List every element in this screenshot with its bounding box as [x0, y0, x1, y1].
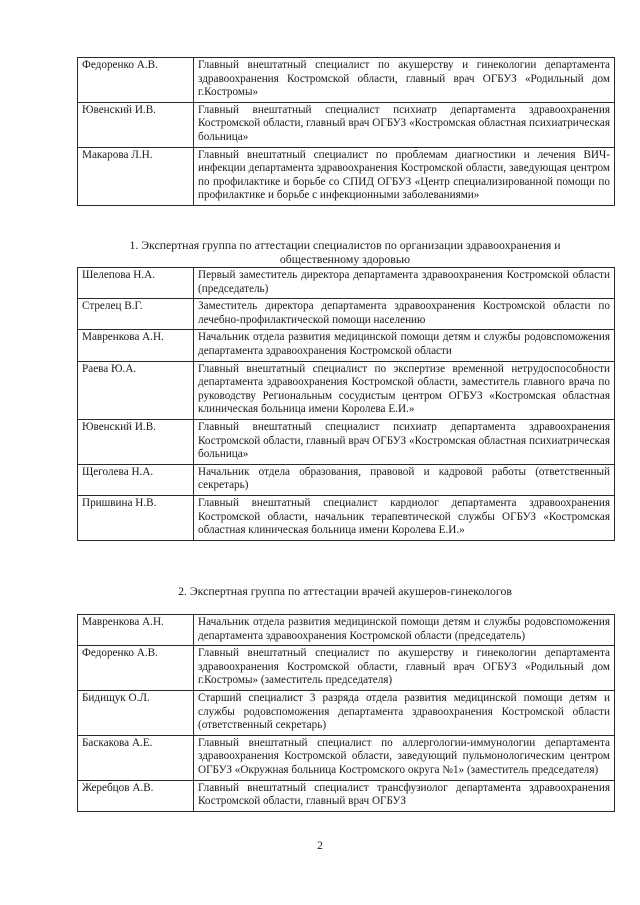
table-row: [78, 299, 615, 330]
member-name: Ювенский И.В.: [78, 419, 194, 464]
table-row: [78, 735, 615, 780]
member-role: Главный внештатный специалист по аллергологии-иммунологии департамента здравоохранения Костромской области, заведующий пульмонологическим центром ОГБУЗ «Окружная больница Костромского округа №1» (заместитель председателя): [194, 735, 615, 780]
table-row: [78, 646, 615, 691]
member-role: Главный внештатный специалист психиатр департамента здравоохранения Костромской области, главный врач ОГБУЗ «Костромская областная психиатрическая больница»: [194, 419, 615, 464]
table-row: [78, 495, 615, 540]
section-2-body: [78, 615, 615, 812]
section-2-heading: 2. Экспертная группа по аттестации врачей акушеров-гинекологов: [178, 584, 512, 598]
member-name: Шелепова Н.А.: [78, 268, 194, 299]
section-1-heading: 1. Экспертная группа по аттестации специалистов по организации здравоохранения и общественному здоровью: [129, 238, 561, 266]
member-name: Макарова Л.Н.: [78, 147, 194, 205]
section-1-table: [77, 267, 615, 541]
table-row: [78, 147, 615, 205]
table-row: [78, 268, 615, 299]
member-name: Раева Ю.А.: [78, 361, 194, 419]
table-row: [78, 780, 615, 811]
member-role: Главный внештатный специалист кардиолог департамента здравоохранения Костромской области, начальник терапевтической службы ОГБУЗ «Костромская областная клиническая больница имени Королева Е.И.»: [194, 495, 615, 540]
member-name: Мавренкова А.Н.: [78, 330, 194, 361]
member-role: Главный внештатный специалист по проблемам диагностики и лечения ВИЧ-инфекции департамента здравоохранения Костромской области, заведующая центром по профилактике и борьбе со СПИД ОГБУЗ «Центр специализированной помощи по профилактике и борьбе с инфекционными заболеваниями»: [194, 147, 615, 205]
member-role: Начальник отдела развития медицинской помощи детям и службы родовспоможения департамента здравоохранения Костромской области (председатель): [194, 615, 615, 646]
top-members-body: [78, 58, 615, 206]
section-1-body: [78, 268, 615, 541]
table-row: [78, 361, 615, 419]
member-role: Начальник отдела развития медицинской помощи детям и службы родовспоможения департамента здравоохранения Костромской области: [194, 330, 615, 361]
table-row: [78, 419, 615, 464]
member-role: Главный внештатный специалист по акушерству и гинекологии департамента здравоохранения Костромской области, главный врач ОГБУЗ «Родильный дом г.Костромы» (заместитель председателя): [194, 646, 615, 691]
member-name: Баскакова А.Е.: [78, 735, 194, 780]
member-role: Начальник отдела образования, правовой и кадровой работы (ответственный секретарь): [194, 464, 615, 495]
member-role: Заместитель директора департамента здравоохранения Костромской области по лечебно-профилактической помощи населению: [194, 299, 615, 330]
member-name: Щеголева Н.А.: [78, 464, 194, 495]
table-row: [78, 615, 615, 646]
table-row: [78, 690, 615, 735]
member-name: Федоренко А.В.: [78, 646, 194, 691]
member-name: Жеребцов А.В.: [78, 780, 194, 811]
section-2-table: [77, 614, 615, 812]
table-row: [78, 464, 615, 495]
member-role: Главный внештатный специалист по акушерству и гинекологии департамента здравоохранения Костромской области, главный врач ОГБУЗ «Родильный дом г.Костромы»: [194, 58, 615, 103]
top-members-table: [77, 57, 615, 206]
member-role: Главный внештатный специалист по экспертизе временной нетрудоспособности департамента здравоохранения Костромской области, заместитель главного врача по руководству Региональным сосудистым центром ОГБУЗ «Костромская областная клиническая больница имени Королева Е.И.»: [194, 361, 615, 419]
table-row: [78, 102, 615, 147]
member-role: Главный внештатный специалист психиатр департамента здравоохранения Костромской области, главный врач ОГБУЗ «Костромская областная психиатрическая больница»: [194, 102, 615, 147]
member-name: Бидищук О.Л.: [78, 690, 194, 735]
member-role: Главный внештатный специалист трансфузиолог департамента здравоохранения Костромской области, главный врач ОГБУЗ: [194, 780, 615, 811]
member-name: Ювенский И.В.: [78, 102, 194, 147]
page-number: 2: [317, 840, 323, 852]
member-name: Мавренкова А.Н.: [78, 615, 194, 646]
member-name: Стрелец В.Г.: [78, 299, 194, 330]
member-name: Федоренко А.В.: [78, 58, 194, 103]
member-role: Первый заместитель директора департамента здравоохранения Костромской области (председатель): [194, 268, 615, 299]
table-row: [78, 330, 615, 361]
member-name: Пришвина Н.В.: [78, 495, 194, 540]
member-role: Старший специалист 3 разряда отдела развития медицинской помощи детям и службы родовспоможения департамента здравоохранения Костромской области (ответственный секретарь): [194, 690, 615, 735]
table-row: [78, 58, 615, 103]
